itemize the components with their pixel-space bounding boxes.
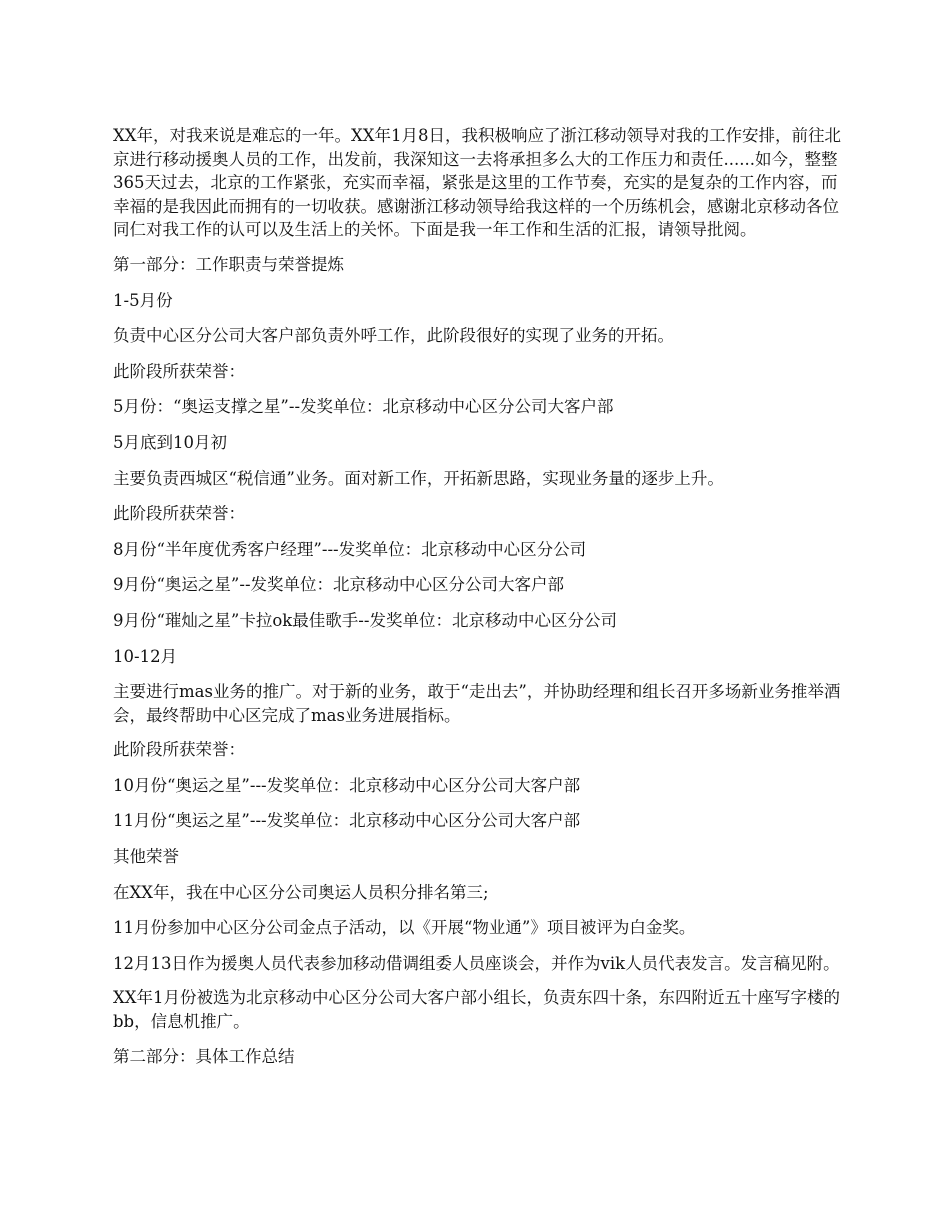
honors-label: 此阶段所获荣誉： [113, 504, 245, 524]
honor-item: 11月份“奥运之星”---发奖单位：北京移动中心区分公司大客户部 [113, 811, 581, 831]
honor-item: 5月份：“奥运支撑之星”--发奖单位：北京移动中心区分公司大客户部 [113, 397, 614, 417]
honor-item: 9月份“奥运之星”--发奖单位：北京移动中心区分公司大客户部 [113, 575, 565, 595]
period-heading-oct-dec: 10-12月 [113, 646, 178, 666]
section-heading-part-two: 第二部分：具体工作总结 [113, 1046, 295, 1066]
honors-label: 此阶段所获荣誉： [113, 740, 245, 760]
honor-item: 12月13日作为援奥人员代表参加移动借调组委人员座谈会，并作为vik人员代表发言。发言稿见附。 [113, 953, 840, 973]
document-body [113, 124, 841, 1080]
honors-label: 此阶段所获荣誉： [113, 361, 245, 381]
honor-item: XX年1月份被选为北京移动中心区分公司大客户部小组长，负责东四十条，东四附近五十座写字楼的bb，信息机推广。 [113, 988, 840, 1032]
intro-paragraph: XX年，对我来说是难忘的一年。XX年1月8日，我积极响应了浙江移动领导对我的工作安排，前往北京进行移动援奥人员的工作，出发前，我深知这一去将承担多么大的工作压力和责任......如今，整整365天过去，北京的工作紧张，充实而幸福，紧张是这里的工作节奏，充实的是复杂的工作内容，而幸福的是我因此而拥有的一切收获。感谢浙江移动领导给我这样的一个历练机会，感谢北京移动各位同仁对我工作的认可以及生活上的关怀。下面是我一年工作和生活的汇报，请领导批阅。 [113, 126, 841, 240]
period-heading-may-oct: 5月底到10月初 [113, 432, 227, 452]
period-description: 主要负责西城区“税信通”业务。面对新工作，开拓新思路，实现业务量的逐步上升。 [113, 468, 724, 488]
other-honors-heading: 其他荣誉 [113, 847, 179, 867]
honor-item: 10月份“奥运之星”---发奖单位：北京移动中心区分公司大客户部 [113, 775, 581, 795]
honor-item: 11月份参加中心区分公司金点子活动，以《开展“物业通”》项目被评为白金奖。 [113, 918, 696, 938]
honor-item: 8月份“半年度优秀客户经理”---发奖单位：北京移动中心区分公司 [113, 539, 587, 559]
period-heading-jan-may: 1-5月份 [113, 290, 173, 310]
period-description: 主要进行mas业务的推广。对于新的业务，敢于“走出去”，并协助经理和组长召开多场新业务推举酒会，最终帮助中心区完成了mas业务进展指标。 [113, 682, 841, 725]
honor-item: 9月份“璀灿之星”卡拉ok最佳歌手--发奖单位：北京移动中心区分公司 [113, 610, 617, 630]
period-description: 负责中心区分公司大客户部负责外呼工作，此阶段很好的实现了业务的开拓。 [113, 326, 674, 346]
honor-item: 在XX年，我在中心区分公司奥运人员积分排名第三; [113, 882, 489, 902]
section-heading-part-one: 第一部分：工作职责与荣誉提炼 [113, 254, 344, 274]
